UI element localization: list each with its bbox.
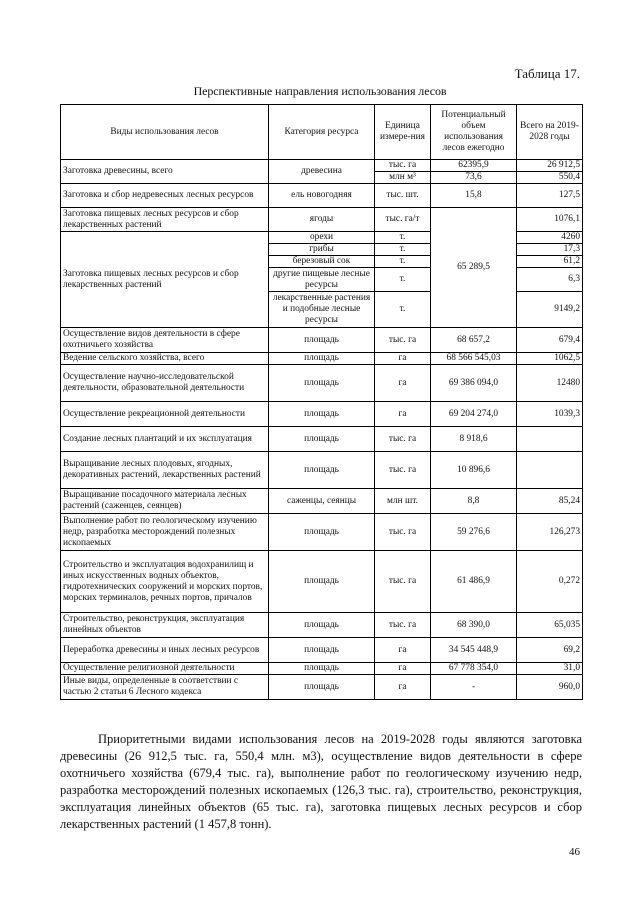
- cell-potential: 61 486,9: [431, 551, 517, 613]
- header-total: Всего на 2019-2028 годы: [517, 105, 583, 160]
- cell-category: древесина: [269, 160, 375, 184]
- cell-total: 0,272: [517, 551, 583, 613]
- cell-unit: га: [375, 675, 431, 700]
- cell-potential: 68 657,2: [431, 328, 517, 353]
- cell-use: Выполнение работ по геологическому изучению недр, разработка месторождений полезных ископаемых: [61, 514, 269, 551]
- cell-use: Осуществление рекреационной деятельности: [61, 402, 269, 427]
- cell-total: 9149,2: [517, 292, 583, 328]
- cell-total: 126,273: [517, 514, 583, 551]
- cell-potential: 8 918,6: [431, 427, 517, 452]
- cell-total: 65,035: [517, 613, 583, 638]
- cell-category: грибы: [269, 244, 375, 256]
- cell-category: площадь: [269, 638, 375, 663]
- cell-potential: -: [431, 675, 517, 700]
- cell-use: Осуществление религиозной деятельности: [61, 663, 269, 675]
- cell-use: Выращивание лесных плодовых, ягодных, декоративных растений, лекарственных растений: [61, 452, 269, 489]
- cell-category: площадь: [269, 613, 375, 638]
- cell-use: Осуществление научно-исследовательской деятельности, образовательной деятельности: [61, 365, 269, 402]
- cell-use: Выращивание посадочного материала лесных растений (саженцев, сеянцев): [61, 489, 269, 514]
- table-row: [61, 638, 583, 663]
- table-row: [61, 551, 583, 613]
- cell-category: орехи: [269, 232, 375, 244]
- cell-total: 26 912,5: [517, 160, 583, 172]
- cell-unit: га: [375, 638, 431, 663]
- cell-unit: млн м³: [375, 172, 431, 184]
- cell-use: Заготовка пищевых лесных ресурсов и сбор лекарственных растений: [61, 232, 269, 328]
- cell-potential: 73,6: [431, 172, 517, 184]
- cell-use: Строительство и эксплуатация водохранилищ и иных искусственных водных объектов, гидротехнических сооружений и морских портов, морских терминалов, речных портов, причалов: [61, 551, 269, 613]
- cell-category: площадь: [269, 675, 375, 700]
- cell-total: 85,24: [517, 489, 583, 514]
- header-potential: Потенциальный объем использования лесов ежегодно: [431, 105, 517, 160]
- cell-potential: 34 545 448,9: [431, 638, 517, 663]
- cell-total: 12480: [517, 365, 583, 402]
- cell-total: 17,3: [517, 244, 583, 256]
- table-row: [61, 365, 583, 402]
- cell-unit: т.: [375, 292, 431, 328]
- table-row: [61, 427, 583, 452]
- cell-total: 679,4: [517, 328, 583, 353]
- cell-potential: 69 386 094,0: [431, 365, 517, 402]
- cell-unit: тыс. шт.: [375, 184, 431, 208]
- cell-unit: га: [375, 402, 431, 427]
- cell-category: ягоды: [269, 208, 375, 232]
- cell-unit: тыс. га: [375, 328, 431, 353]
- cell-potential: 67 778 354,0: [431, 663, 517, 675]
- cell-use: Заготовка древесины, всего: [61, 160, 269, 184]
- cell-unit: тыс. га/т: [375, 208, 431, 232]
- cell-total: 61,2: [517, 256, 583, 268]
- table-label: Таблица 17.: [514, 66, 580, 81]
- header-category: Категория ресурса: [269, 105, 375, 160]
- table-row: [61, 663, 583, 675]
- table-row: [61, 514, 583, 551]
- header-unit: Единица измере-ния: [375, 105, 431, 160]
- cell-total: [517, 452, 583, 489]
- cell-category: площадь: [269, 551, 375, 613]
- cell-use: Создание лесных плантаций и их эксплуатация: [61, 427, 269, 452]
- cell-unit: га: [375, 365, 431, 402]
- table-row: [61, 402, 583, 427]
- cell-category: саженцы, сеянцы: [269, 489, 375, 514]
- page-title: Перспективные направления использования лесов: [193, 84, 447, 98]
- cell-unit: тыс. га: [375, 514, 431, 551]
- cell-total: 4260: [517, 232, 583, 244]
- cell-use: Ведение сельского хозяйства, всего: [61, 353, 269, 365]
- cell-use: Заготовка и сбор недревесных лесных ресурсов: [61, 184, 269, 208]
- cell-category: площадь: [269, 427, 375, 452]
- cell-unit: тыс. га: [375, 427, 431, 452]
- page-number: 46: [569, 846, 580, 858]
- table-row: [61, 675, 583, 700]
- cell-category: ель новогодняя: [269, 184, 375, 208]
- cell-category: площадь: [269, 452, 375, 489]
- cell-total: 1039,3: [517, 402, 583, 427]
- table-row: [61, 613, 583, 638]
- cell-potential: 69 204 274,0: [431, 402, 517, 427]
- summary-paragraph: Приоритетными видами использования лесов на 2019-2028 годы являются заготовка древесины (26 912,5 тыс. га, 550,4 млн. м3), осуществление видов деятельности в сфере охотничьего хозяйства (679,4 тыс. га), выполнение работ по геологическому изучению недр, разработка месторождений полезных ископаемых (126,3 тыс. га), строительство, реконструкция, эксплуатация линейных объектов (65 тыс. га), заготовка пищевых лесных ресурсов и сбор лекарственных растений (1 457,8 тонн).: [60, 731, 582, 831]
- cell-total: 6,3: [517, 268, 583, 292]
- cell-category: площадь: [269, 328, 375, 353]
- cell-category: площадь: [269, 402, 375, 427]
- table-row: [61, 184, 583, 208]
- table-row: [61, 328, 583, 353]
- cell-total: [517, 427, 583, 452]
- cell-potential: 62395,9: [431, 160, 517, 172]
- cell-total: 69,2: [517, 638, 583, 663]
- cell-total: 550,4: [517, 172, 583, 184]
- cell-potential: 10 896,6: [431, 452, 517, 489]
- cell-unit: т.: [375, 268, 431, 292]
- cell-potential: 68 566 545,03: [431, 353, 517, 365]
- cell-unit: т.: [375, 256, 431, 268]
- cell-potential: 65 289,5: [431, 208, 517, 328]
- cell-total: 1076,1: [517, 208, 583, 232]
- table-row: [61, 160, 583, 172]
- cell-category: березовый сок: [269, 256, 375, 268]
- table-row: [61, 489, 583, 514]
- cell-use: Осуществление видов деятельности в сфере охотничьего хозяйства: [61, 328, 269, 353]
- cell-unit: тыс. га: [375, 452, 431, 489]
- cell-use: Иные виды, определенные в соответствии с частью 2 статьи 6 Лесного кодекса: [61, 675, 269, 700]
- cell-category: площадь: [269, 514, 375, 551]
- cell-use: Переработка древесины и иных лесных ресурсов: [61, 638, 269, 663]
- cell-total: 127,5: [517, 184, 583, 208]
- cell-category: другие пищевые лесные ресурсы: [269, 268, 375, 292]
- cell-potential: 8,8: [431, 489, 517, 514]
- cell-unit: т.: [375, 244, 431, 256]
- cell-potential: 59 276,6: [431, 514, 517, 551]
- cell-category: площадь: [269, 353, 375, 365]
- cell-potential: 68 390,0: [431, 613, 517, 638]
- cell-unit: га: [375, 663, 431, 675]
- cell-potential: 15,8: [431, 184, 517, 208]
- cell-total: 1062,5: [517, 353, 583, 365]
- cell-total: 31,0: [517, 663, 583, 675]
- cell-category: лекарственные растения и подобные лесные ресурсы: [269, 292, 375, 328]
- header-use: Виды использования лесов: [61, 105, 269, 160]
- table-row: [61, 208, 583, 232]
- cell-use: Строительство, реконструкция, эксплуатация линейных объектов: [61, 613, 269, 638]
- cell-unit: тыс. га: [375, 551, 431, 613]
- cell-category: площадь: [269, 663, 375, 675]
- cell-unit: т.: [375, 232, 431, 244]
- cell-unit: млн шт.: [375, 489, 431, 514]
- cell-total: 960,0: [517, 675, 583, 700]
- forest-use-table: [60, 104, 583, 700]
- cell-category: площадь: [269, 365, 375, 402]
- table-header-row: [61, 105, 583, 160]
- cell-unit: га: [375, 353, 431, 365]
- table-row: [61, 353, 583, 365]
- cell-use: Заготовка пищевых лесных ресурсов и сбор лекарственных растений: [61, 208, 269, 232]
- cell-unit: тыс. га: [375, 613, 431, 638]
- cell-unit: тыс. га: [375, 160, 431, 172]
- table-row: [61, 452, 583, 489]
